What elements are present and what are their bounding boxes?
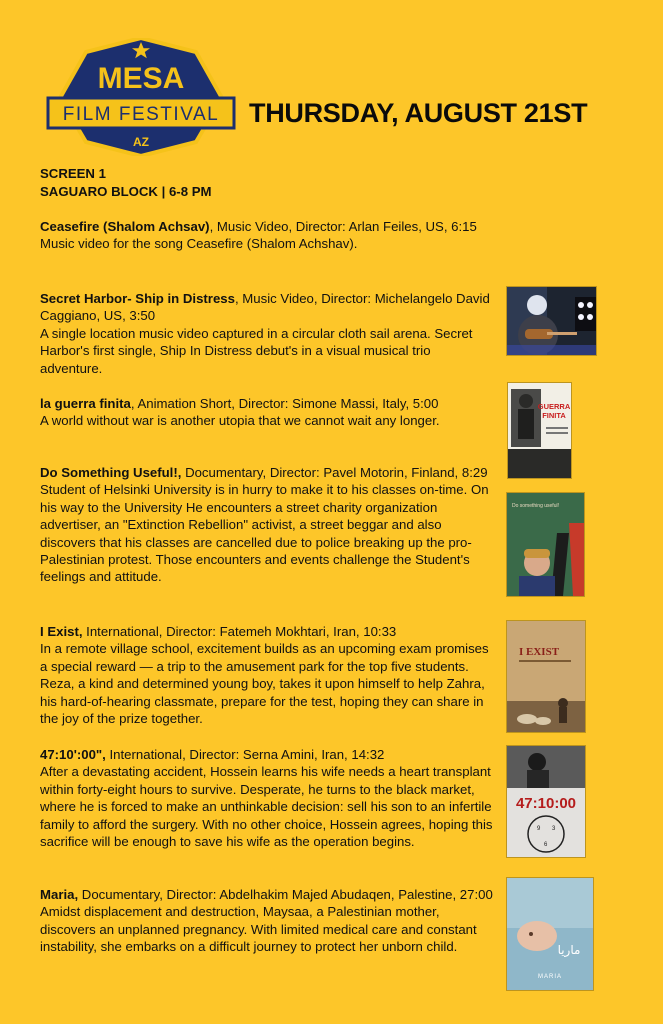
screen-block: SAGUARO BLOCK | 6-8 PM [40, 184, 212, 199]
film-entry [40, 218, 495, 253]
svg-text:ماريا: ماريا [557, 943, 581, 957]
film-synopsis: Amidst displacement and destruction, Maysaa, a Palestinian mother, discovers an unplanned pregnancy. With limited medical care and constant instability, she embarks on a difficult journey to protect her unborn child. [40, 904, 477, 955]
film-synopsis: In a remote village school, excitement builds as an upcoming exam promises a special reward — a trip to the amusement park for the top five students. Reza, a kind and determined young boy, takes it upon himself to help Zahra, his hard-of-hearing classmate, prepare for the test, hoping they can share in the joy of the prize together. [40, 641, 489, 727]
film-meta: , Animation Short, Director: Simone Massi, Italy, 5:00 [130, 396, 439, 411]
festival-logo [46, 38, 236, 156]
logo-ribbon-text: FILM FESTIVAL [62, 104, 220, 125]
poster-47-10-00 [507, 746, 585, 857]
svg-text:I EXIST: I EXIST [519, 646, 560, 658]
film-meta: Documentary, Director: Pavel Motorin, Finland, 8:29 [181, 465, 488, 480]
film-entry [40, 746, 495, 850]
film-synopsis: After a devastating accident, Hossein learns his wife needs a heart transplant within forty-eight hours to survive. Desperate, he turns to the black market, where he is forced to make an unthinkable decision: sell his son to an infertile family to afford the surgery. With no other choice, Hossein agrees, hoping this sacrifice will be enough to save his wife as the operation begins. [40, 764, 493, 850]
film-title: Secret Harbor- Ship in Distress [40, 291, 235, 306]
film-meta: International, Director: Serna Amini, Iran, 14:32 [105, 747, 385, 762]
film-synopsis: A single location music video captured in a circular cloth sail arena. Secret Harbor's first single, Ship In Distress debut's in a visual musical trio adventure. [40, 325, 473, 376]
film-meta: International, Director: Fatemeh Mokhtari, Iran, 10:33 [82, 624, 397, 639]
film-entry [40, 290, 495, 377]
svg-text:47:10:00: 47:10:00 [515, 795, 577, 812]
svg-text:3: 3 [552, 826, 556, 832]
svg-text:9: 9 [537, 826, 541, 832]
film-title: 47:10':00", [40, 747, 106, 762]
svg-text:FINITA: FINITA [542, 411, 566, 420]
screen-heading [40, 165, 211, 201]
poster-la-guerra-finita [508, 383, 571, 478]
svg-text:MARIA: MARIA [537, 974, 563, 980]
poster-maria [507, 878, 593, 990]
film-synopsis: Music video for the song Ceasefire (Shalom Achshav). [40, 236, 358, 252]
film-entry [40, 623, 495, 727]
logo-top-word: MESA [97, 62, 185, 95]
svg-text:Do something useful!: Do something useful! [512, 503, 559, 509]
film-synopsis: Student of Helsinki University is in hurry to make it to his classes on-time. On his way to the University He encounters a street charity organization advertiser, an "Extinction Rebellion" activist, a street beggar and also discovers that his classes are cancelled due to police breaking up the pro-Palestinian protest. Those encounters and events challenge the Student's feelings and attitude. [40, 482, 489, 585]
film-entry [40, 395, 495, 430]
svg-text:GUERRA: GUERRA [537, 402, 571, 411]
film-entry [40, 464, 495, 586]
day-heading: THURSDAY, AUGUST 21ST [249, 98, 588, 128]
svg-text:6: 6 [544, 842, 548, 848]
screen-name: SCREEN 1 [40, 166, 106, 181]
film-meta: , Music Video, Director: Arlan Feiles, US, 6:15 [209, 219, 477, 234]
poster-do-something-useful [507, 493, 584, 596]
film-meta: Documentary, Director: Abdelhakim Majed Abudaqen, Palestine, 27:00 [78, 887, 493, 902]
film-title: Maria, [40, 887, 79, 902]
film-synopsis: A world without war is another utopia that we cannot wait any longer. [40, 413, 440, 429]
poster-i-exist [507, 621, 585, 732]
film-title: la guerra finita [40, 396, 131, 411]
film-title: Ceasefire (Shalom Achsav) [40, 219, 210, 234]
film-title: I Exist, [40, 624, 83, 639]
logo-state: AZ [133, 135, 149, 149]
film-title: Do Something Useful!, [40, 465, 182, 480]
film-entry [40, 886, 495, 956]
guitarist-stage-image [507, 287, 596, 355]
film-meta: , Music Video, Director: Michelangelo David Caggiano, US, 3:50 [40, 291, 490, 324]
